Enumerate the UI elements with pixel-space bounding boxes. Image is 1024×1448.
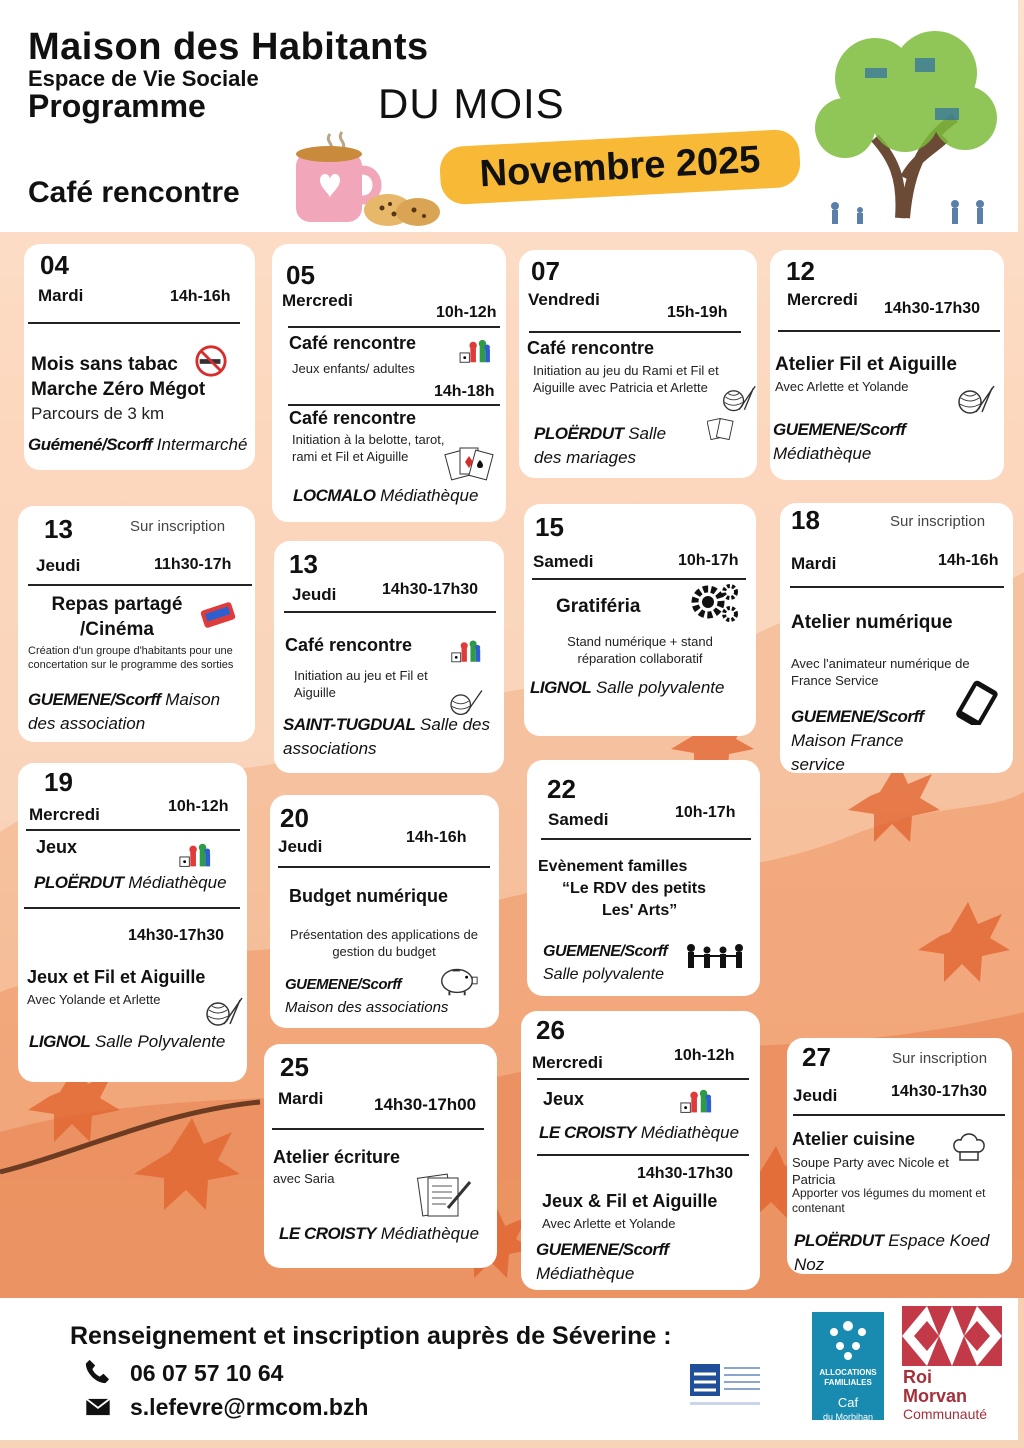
community-tree-icon <box>805 18 1005 228</box>
event-weekday: Mercredi <box>532 1053 603 1072</box>
event-title: Jeux & Fil et Aiguille <box>542 1191 718 1211</box>
playing-cards-icon <box>707 416 735 444</box>
smartphone-icon <box>952 679 1006 725</box>
event-card-13-repas <box>18 506 255 742</box>
event-location: SAINT-TUGDUAL Salle des associations <box>283 715 490 758</box>
roi-morvan-name: Roi Morvan <box>903 1367 968 1406</box>
event-description: Jeux enfants/ adultes <box>292 361 415 376</box>
no-smoking-icon <box>194 344 228 378</box>
event-description: Initiation au jeu du Rami et Fil et Aiguille avec Patricia et Arlette <box>533 363 719 395</box>
cinema-ticket-icon <box>198 600 238 630</box>
event-location: GUEMENE/Scorff Maison des associations <box>285 976 449 1016</box>
msa-logo <box>684 1360 764 1410</box>
event-title: Atelier numérique <box>791 612 953 633</box>
event-location: Guémené/Scorff Intermarché <box>28 435 248 454</box>
event-weekday: Mardi <box>278 1089 324 1108</box>
event-title: Café rencontre <box>527 338 655 358</box>
divider <box>24 907 240 909</box>
event-title: Café rencontre <box>289 333 417 353</box>
caf-label: ALLOCATIONS FAMILIALES <box>819 1368 877 1387</box>
event-time: 10h-12h <box>168 798 229 815</box>
event-time: 14h30-17h30 <box>884 300 981 317</box>
event-description: Avec Arlette et Yolande <box>542 1216 676 1231</box>
divider <box>537 1154 749 1156</box>
divider <box>28 322 240 324</box>
event-time: 10h-12h <box>674 1047 735 1064</box>
event-title: Atelier Fil et Aiguille <box>775 354 957 375</box>
event-description: Initiation à la belotte, tarot, rami et Fil et Aiguille <box>292 432 445 464</box>
divider <box>26 829 240 831</box>
event-time: 10h-12h <box>436 304 497 321</box>
event-card-18 <box>780 503 1013 773</box>
event-title: Evènement familles <box>538 858 688 875</box>
event-time: 10h-17h <box>675 804 736 821</box>
event-time: 14h30-17h30 <box>891 1083 988 1100</box>
event-description: Soupe Party avec Nicole et Patricia <box>792 1155 949 1187</box>
event-description: Avec l'animateur numérique de France Service <box>791 656 970 688</box>
divider <box>278 866 490 868</box>
playing-cards-icon <box>444 444 494 484</box>
game-pieces-icon <box>458 338 492 366</box>
event-time: 14h30-17h30 <box>637 1165 734 1182</box>
header <box>0 0 1018 232</box>
registration-note: Sur inscription <box>890 513 986 530</box>
event-weekday: Samedi <box>548 810 609 829</box>
event-day: 25 <box>280 1052 309 1082</box>
divider <box>284 611 496 613</box>
yarn-needles-icon <box>956 382 996 416</box>
divider <box>778 330 1000 332</box>
caf-morbihan: Caf du Morbihan <box>822 1395 874 1422</box>
event-weekday: Vendredi <box>528 290 600 309</box>
event-card-22 <box>527 760 760 996</box>
event-description: Création d'un groupe d'habitants pour une concertation sur le programme des sorties <box>28 645 234 671</box>
event-title: Jeux et Fil et Aiguille <box>27 967 206 987</box>
event-weekday: Samedi <box>533 552 594 571</box>
family-chain-icon <box>683 942 747 972</box>
event-day: 13 <box>289 549 318 579</box>
event-title: Budget numérique <box>289 886 449 906</box>
registration-note: Sur inscription <box>892 1050 988 1067</box>
chef-hat-icon <box>949 1130 989 1170</box>
footer <box>0 1298 1018 1440</box>
divider <box>537 1078 749 1080</box>
roi-morvan-communaute: Communauté <box>903 1406 988 1422</box>
event-card-27 <box>787 1038 1012 1274</box>
event-location: GUEMENE/Scorff Médiathèque <box>536 1240 669 1283</box>
event-weekday: Mardi <box>38 286 84 305</box>
caf-logo <box>812 1312 884 1420</box>
writing-paper-icon <box>414 1170 474 1220</box>
event-weekday: Mercredi <box>282 291 353 310</box>
event-day: 12 <box>786 256 815 286</box>
event-time: 14h-18h <box>434 383 495 400</box>
event-time: 11h30-17h <box>154 556 232 573</box>
event-title: Atelier cuisine <box>792 1129 916 1149</box>
event-card-05 <box>272 244 506 522</box>
event-weekday: Mercredi <box>787 290 858 309</box>
event-card-04 <box>24 244 255 470</box>
programme-label: Programme <box>28 88 206 124</box>
coffee-mug-icon <box>290 128 450 228</box>
event-location: GUEMENE/Scorff Salle polyvalente <box>543 943 668 983</box>
event-description: Parcours de 3 km <box>31 404 165 423</box>
event-description: Apporter vos légumes du moment et contenant <box>792 1186 986 1215</box>
registration-note: Sur inscription <box>130 518 226 535</box>
contact-title: Renseignement et inscription auprès de Séverine : <box>70 1322 672 1350</box>
event-day: 20 <box>280 803 309 833</box>
event-day: 27 <box>802 1042 831 1072</box>
event-weekday: Jeudi <box>793 1086 838 1105</box>
event-location: LIGNOL Salle polyvalente <box>530 678 725 697</box>
event-time: 14h30-17h30 <box>382 581 479 598</box>
event-description: Avec Yolande et Arlette <box>27 992 161 1007</box>
event-weekday: Jeudi <box>278 837 323 856</box>
event-card-15 <box>524 504 756 736</box>
event-location: LIGNOL Salle Polyvalente <box>29 1032 226 1051</box>
divider <box>529 331 741 333</box>
event-day: 07 <box>531 256 560 286</box>
event-title: Café rencontre <box>285 635 413 655</box>
event-card-07 <box>519 250 757 478</box>
event-card-20 <box>270 795 499 1028</box>
event-title: Jeux <box>36 837 78 857</box>
game-pieces-icon <box>679 1087 713 1117</box>
event-title: Repas partagé /Cinéma <box>51 594 183 640</box>
event-title: Gratiféria <box>556 596 641 617</box>
event-description: avec Saria <box>273 1171 335 1186</box>
event-title: Mois sans tabac <box>31 354 178 375</box>
event-description: Stand numérique + stand réparation collaboratif <box>567 634 713 666</box>
caf-people-icon <box>812 1312 884 1368</box>
event-location: PLOËRDUT Médiathèque <box>34 873 227 892</box>
event-weekday: Mercredi <box>29 805 100 824</box>
divider <box>541 838 751 840</box>
event-card-13-cafe <box>274 541 504 773</box>
main-title: Maison des Habitants <box>28 26 429 68</box>
event-description: Avec Arlette et Yolande <box>775 379 909 394</box>
event-title: Marche Zéro Mégot <box>31 379 206 400</box>
event-day: 13 <box>44 514 73 544</box>
event-title: Jeux <box>543 1089 585 1109</box>
gears-icon <box>688 580 742 626</box>
event-day: 05 <box>286 260 315 290</box>
event-description: Initiation au jeu et Fil et Aiguille <box>294 668 428 700</box>
event-card-12 <box>770 250 1004 480</box>
event-time: 14h30-17h00 <box>374 1095 477 1114</box>
event-title: Les' Arts” <box>602 902 678 919</box>
event-weekday: Jeudi <box>36 556 81 575</box>
month-banner: Novembre 2025 <box>439 129 802 206</box>
divider <box>790 586 1004 588</box>
event-location: LOCMALO Médiathèque <box>293 486 479 505</box>
roi-morvan-logo <box>902 1306 1002 1366</box>
divider <box>28 584 252 586</box>
event-card-25 <box>264 1044 497 1268</box>
event-day: 18 <box>791 505 820 535</box>
event-title: “Le RDV des petits <box>562 880 707 897</box>
yarn-needles-icon <box>448 687 484 717</box>
event-time: 14h-16h <box>406 829 467 846</box>
event-weekday: Jeudi <box>292 585 337 604</box>
divider <box>272 1128 484 1130</box>
event-day: 26 <box>536 1015 565 1045</box>
event-time: 15h-19h <box>667 304 728 321</box>
piggy-bank-icon <box>436 963 480 997</box>
divider <box>793 1114 1005 1116</box>
event-location: LE CROISTY Médiathèque <box>539 1123 740 1142</box>
event-card-26 <box>521 1011 760 1290</box>
envelope-icon <box>85 1398 111 1416</box>
divider <box>288 326 500 328</box>
event-weekday: Mardi <box>791 554 837 573</box>
yarn-needles-icon <box>721 382 757 414</box>
event-location: GUEMENE/Scorff Maison des association <box>28 690 221 733</box>
event-day: 22 <box>547 774 576 804</box>
event-title: Atelier écriture <box>273 1147 401 1167</box>
event-day: 15 <box>535 512 564 542</box>
cafe-rencontre-label: Café rencontre <box>28 176 240 209</box>
game-pieces-icon <box>450 637 482 667</box>
du-mois-label: DU MOIS <box>378 80 565 127</box>
event-title: Café rencontre <box>289 408 417 428</box>
event-location: GUEMENE/Scorff Maison France service <box>791 707 924 774</box>
event-time: 14h-16h <box>938 552 999 569</box>
event-time: 10h-17h <box>678 552 739 569</box>
event-card-19 <box>18 763 247 1082</box>
event-day: 04 <box>40 250 69 280</box>
telephone-icon <box>84 1358 110 1384</box>
contact-email[interactable]: s.lefevre@rmcom.bzh <box>130 1394 369 1420</box>
event-location: GUEMENE/Scorff Médiathèque <box>773 420 906 463</box>
event-location: PLOËRDUT Salle des mariages <box>534 424 667 467</box>
subtitle: Espace de Vie Sociale <box>28 66 259 91</box>
event-day: 19 <box>44 767 73 797</box>
game-pieces-icon <box>178 841 212 871</box>
event-time: 14h30-17h30 <box>128 927 225 944</box>
contact-phone[interactable]: 06 07 57 10 64 <box>130 1360 284 1386</box>
event-time: 14h-16h <box>170 288 231 305</box>
event-description: Présentation des applications de gestion du budget <box>290 927 478 959</box>
event-location: PLOËRDUT Espace Koed Noz <box>794 1231 990 1274</box>
yarn-needles-icon <box>204 991 244 1031</box>
event-location: LE CROISTY Médiathèque <box>279 1224 480 1243</box>
